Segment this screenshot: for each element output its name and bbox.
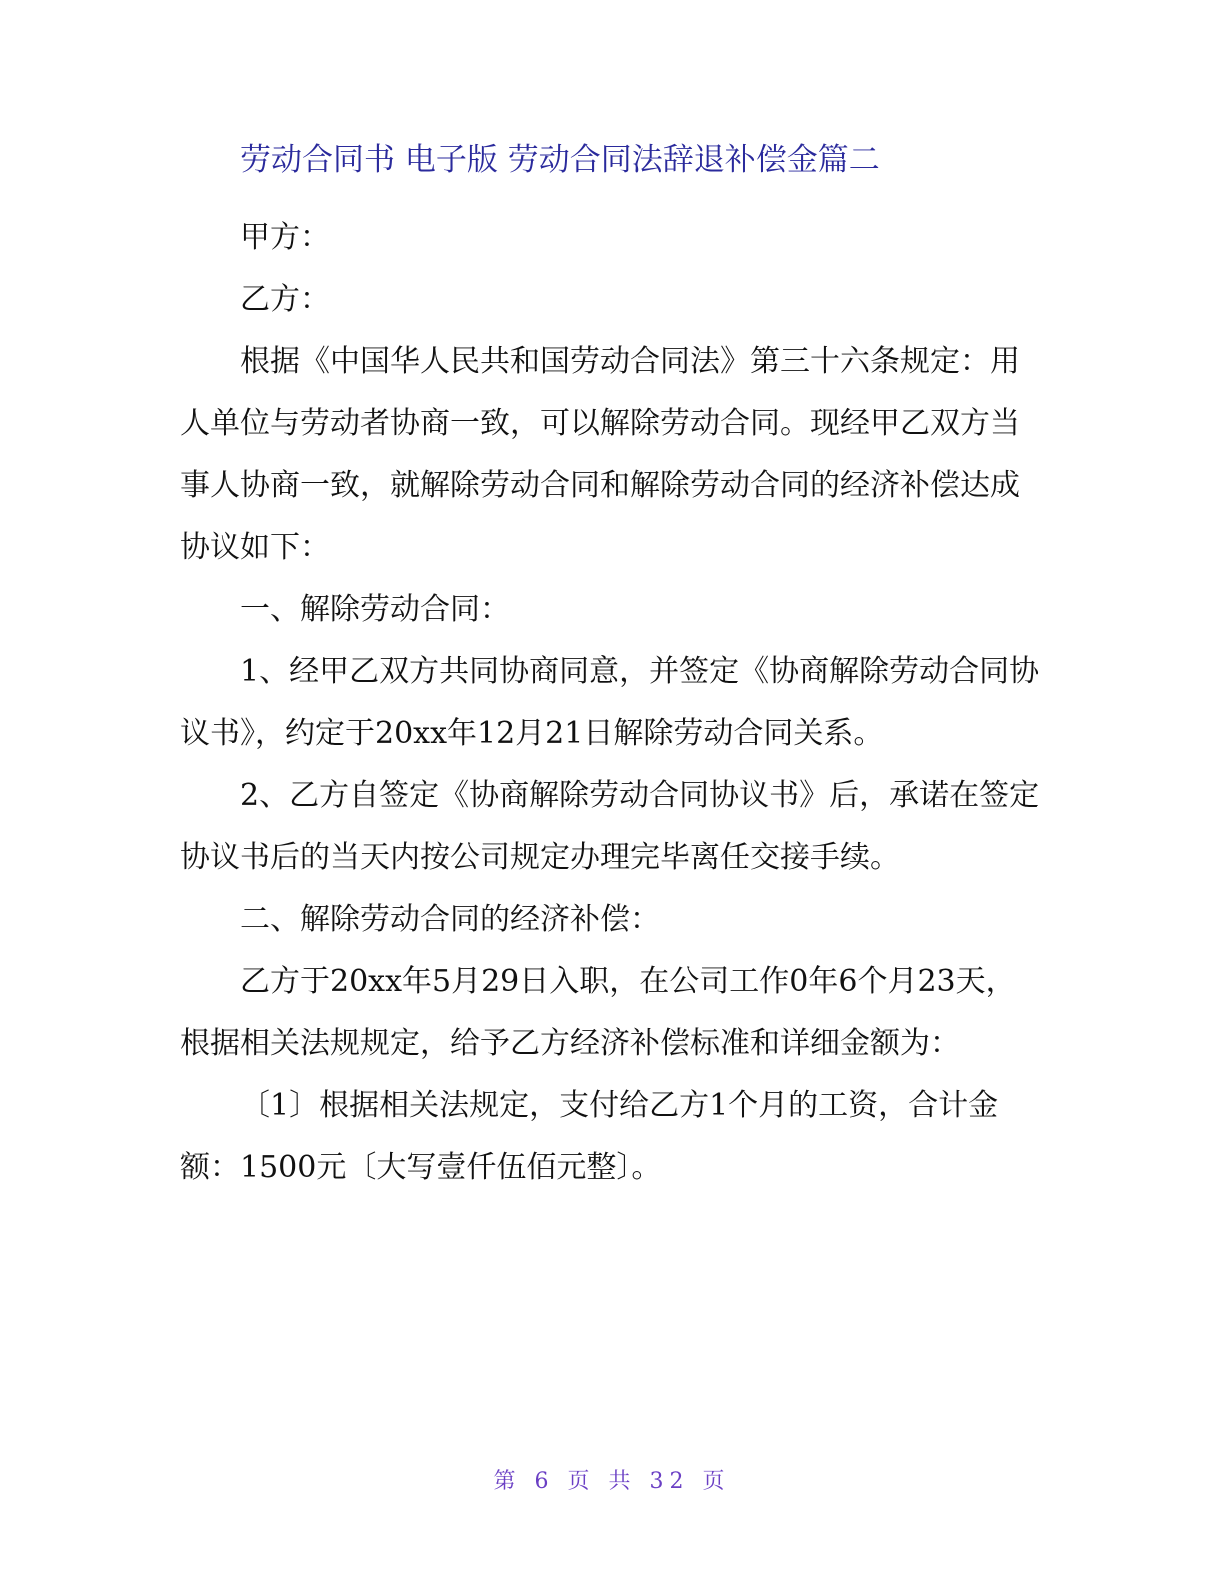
section-heading-1: 一、解除劳动合同： [240, 592, 510, 627]
section-heading-2: 二、解除劳动合同的经济补偿： [240, 902, 660, 937]
party-b-line: 乙方： [240, 282, 330, 317]
document-body [180, 207, 1040, 1199]
intro-paragraph: 根据《中国华人民共和国劳动合同法》第三十六条规定：用人单位与劳动者协商一致，可以解除劳动合同。现经甲乙双方当事人协商一致，就解除劳动合同和解除劳动合同的经济补偿达成协议如下： [180, 344, 1020, 565]
clause-2: 2、乙方自签定《协商解除劳动合同协议书》后，承诺在签定协议书后的当天内按公司规定办理完毕离任交接手续。 [180, 778, 1040, 875]
compensation-item-1: 〔1〕根据相关法规定，支付给乙方1个月的工资，合计金额：1500元〔大写壹仟伍佰元整〕。 [180, 1088, 999, 1185]
document-title: 劳动合同书 电子版 劳动合同法辞退补偿金篇二 [240, 142, 880, 178]
page-number-footer: 第 6 页 共 32 页 [493, 1469, 731, 1494]
clause-1: 1、经甲乙双方共同协商同意，并签定《协商解除劳动合同协议书》，约定于20xx年12月21日解除劳动合同关系。 [180, 654, 1040, 751]
party-a-line: 甲方： [240, 220, 330, 255]
employment-paragraph: 乙方于20xx年5月29日入职，在公司工作0年6个月23天，根据相关法规规定，给予乙方经济补偿标准和详细金额为： [180, 964, 1016, 1061]
